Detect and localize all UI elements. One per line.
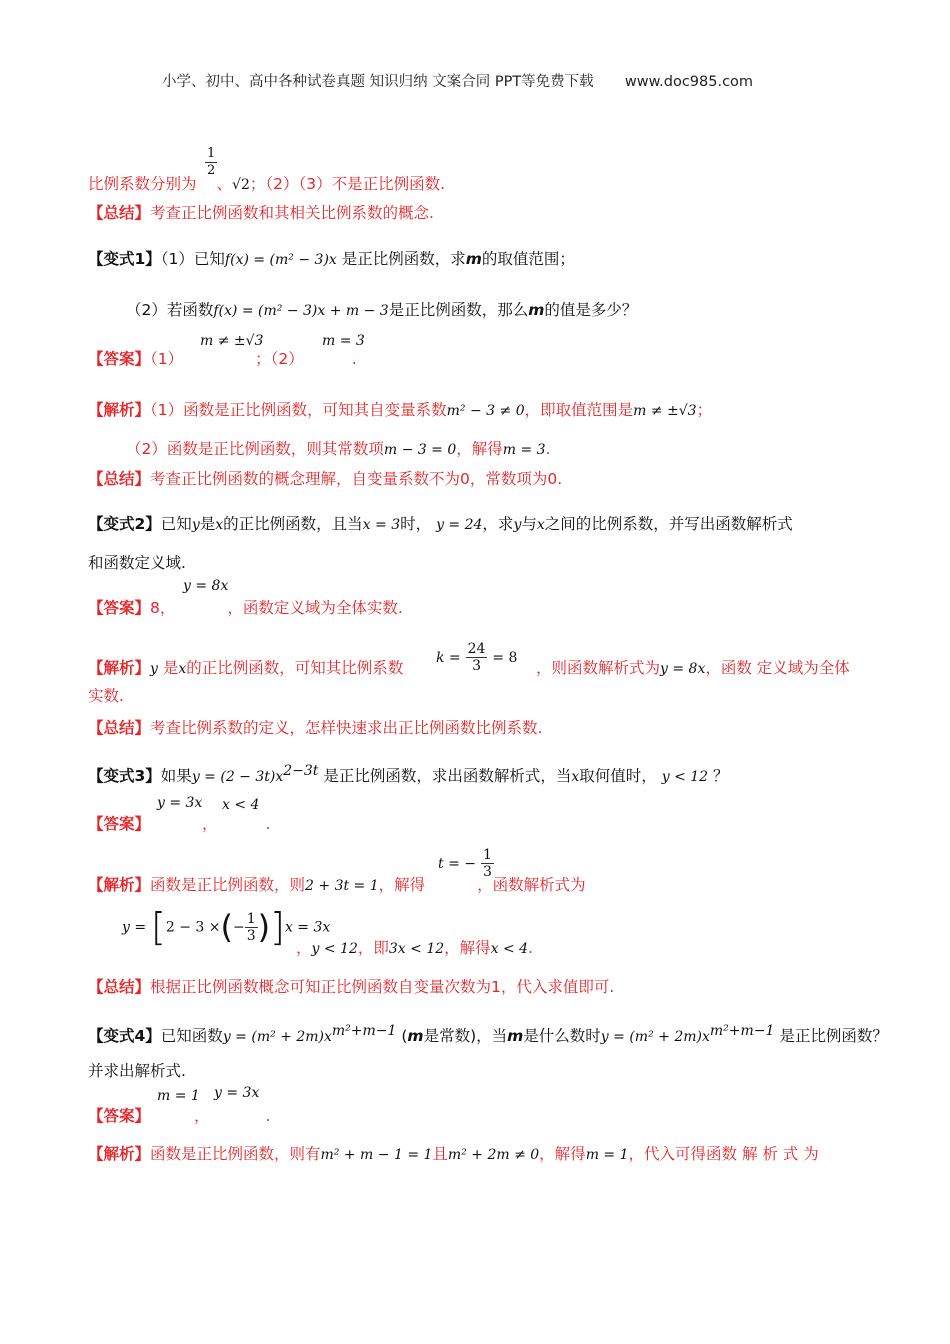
variant-2-summary: 【总结】考查比例系数的定义，怎样快速求出正比例函数比例系数. — [88, 719, 543, 737]
v1-answer-formula-2: m = 3 — [322, 333, 365, 349]
variant-1-solution-2: （2）函数是正比例函数，则其常数项m − 3 = 0，解得m = 3. — [126, 440, 551, 458]
variant-3-solution-cont: ，y < 12，即3x < 12，解得x < 4. — [296, 939, 534, 957]
v2-k-fraction: k = $\frac{24}{3}$ = 8 — [436, 641, 518, 674]
v4-answer-formula-2: y = 3x — [214, 1085, 260, 1101]
variant-4-question: 【变式4】已知函数$y = (m^2 + 2m)x^{m^2+m-1}$ (m是常数)，当m是什么数时$y = (m^2 + 2m)x^{m^2+m-1}$ 是正比例函数？ — [88, 1023, 888, 1046]
page-header — [162, 70, 753, 91]
variant-tag: 【变式1】 — [88, 250, 161, 268]
header-text: 小学、初中、高中各种试卷真题 知识归纳 文案合同 PPT等免费下载 — [162, 74, 594, 90]
variant-1-question-1: 【变式1】（1）已知f(x) = (m² − 3)x 是正比例函数，求m的取值范围； — [88, 250, 575, 268]
summary-tag: 【总结】 — [88, 204, 151, 222]
v2-answer-formula: y = 8x — [183, 578, 229, 594]
variant-2-question: 【变式2】已知y是x的正比例函数，且当x = 3时， y = 24，求y与x之间的比例系数，并写出函数解析式 — [88, 515, 793, 533]
fraction-one-half: $\frac{1}{2}$ — [207, 146, 216, 178]
v3-t-fraction: t = − $\frac{1}{3}$ — [438, 847, 492, 880]
variant-4-solution: 【解析】函数是正比例函数，则有m² + m − 1 = 1且m² + 2m ≠ 0，解得m = 1，代入可得函数 解 析 式 为 — [88, 1145, 819, 1163]
prev-answer-line: 比例系数分别为 、√2；（2）（3）不是正比例函数. — [88, 175, 446, 193]
v3-answer-formula-2: x < 4 — [222, 797, 260, 813]
v1-answer-formula-1: m ≠ ±√3 — [200, 333, 264, 349]
variant-2-solution-cont: ，则函数解析式为y = 8x，函数 定义域为全体 — [536, 659, 850, 677]
variant-1-summary: 【总结】考查正比例函数的概念理解，自变量系数不为0，常数项为0. — [88, 470, 563, 488]
variant-3-summary: 【总结】根据正比例函数概念可知正比例函数自变量次数为1，代入求值即可. — [88, 978, 615, 996]
v3-answer-formula-1: y = 3x — [157, 795, 203, 811]
header-url[interactable]: www.doc985.com — [624, 74, 754, 90]
variant-2-solution-line2: 实数. — [88, 687, 124, 705]
variant-1-solution-1: 【解析】（1）函数是正比例函数，可知其自变量系数m² − 3 ≠ 0，即取值范围是m ≠ ±√3； — [88, 401, 713, 419]
variant-4-question-line2: 并求出解析式. — [88, 1062, 186, 1080]
variant-2-answer: 【答案】8， ，函数定义域为全体实数. — [88, 599, 403, 617]
variant-2-question-line2: 和函数定义域. — [88, 554, 186, 572]
variant-3-big-formula: y = [2 − 3 ×(− $\frac{1}{3}$ )]x = 3x — [122, 905, 331, 949]
variant-3-answer: 【答案】 ， . — [88, 815, 271, 833]
variant-3-question: 【变式3】如果$y = (2 - 3t)x^{2-3t}$ 是正比例函数，求出函数解析式，当x取何值时， y < 12 ？ — [88, 763, 729, 786]
v4-answer-formula-1: m = 1 — [157, 1088, 200, 1104]
variant-2-solution: 【解析】y 是x的正比例函数，可知其比例系数 — [88, 659, 404, 677]
variant-1-answer: 【答案】（1） ；（2） . — [88, 350, 357, 368]
prev-summary: 【总结】考查正比例函数和其相关比例系数的概念. — [88, 204, 434, 222]
variant-1-question-2: （2）若函数f(x) = (m² − 3)x + m − 3是正比例函数，那么m的值是多少？ — [126, 301, 638, 319]
variant-4-answer: 【答案】 ， . — [88, 1107, 271, 1125]
variant-3-solution: 【解析】函数是正比例函数，则2 + 3t = 1，解得 ，函数解析式为 — [88, 876, 586, 894]
